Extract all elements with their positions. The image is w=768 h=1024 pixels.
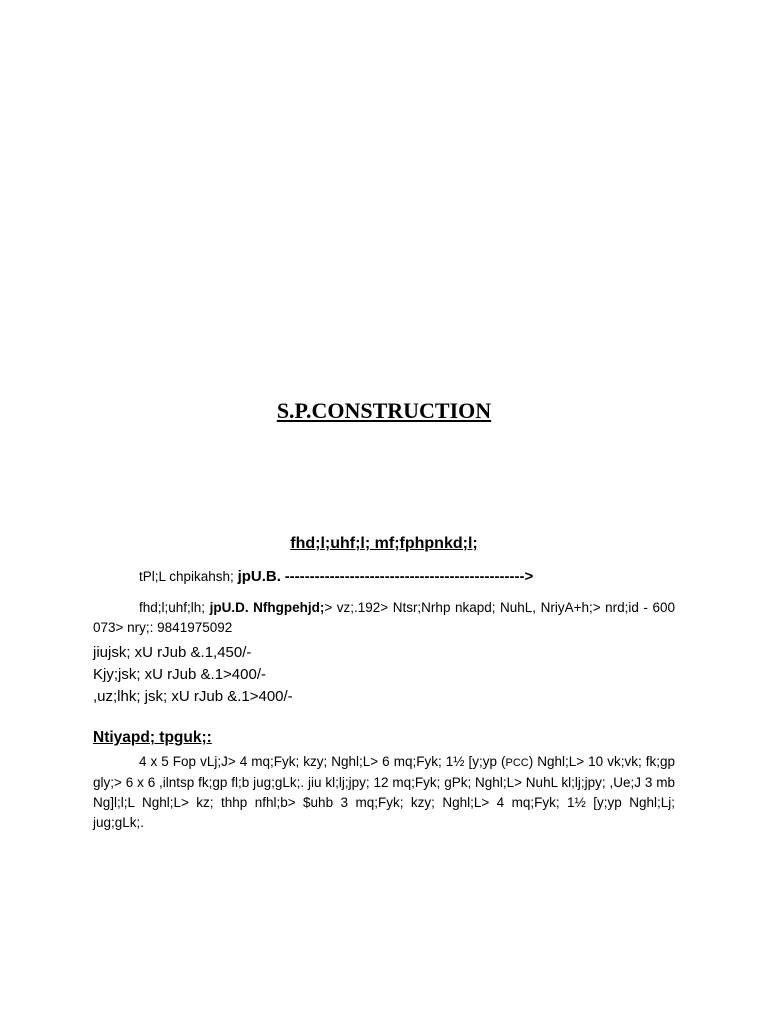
company-title: S.P.CONSTRUCTION bbox=[276, 398, 492, 423]
contractor-paragraph bbox=[93, 598, 675, 638]
contractor-address-2: nrd;id - 600 073> nry;: 9841975092 bbox=[93, 600, 675, 635]
work-details-heading: Ntiyapd; tpguk;: bbox=[93, 729, 212, 746]
contractor-address-1: > vz;.192> Ntsr;Nrhp nkapd; NuhL, NriyA+h;> bbox=[324, 600, 601, 615]
work-details-text-b: ) Nghl;L> 10 vk;vk; fk;gp gly;> 6 x 6 ,ilntsp fk;gp fl;b jug;gLk;. jiu kl;lj;jpy; 12 mq;Fyk; gPk; Nghl;L> NuhL kl;lj;jpy; ,Ue;J 3 mb Ng]l;l;L Nghl;L> kz; thhp nfhl;b> $uhb 3 mq;Fyk; kzy; Nghl;L> 4 mq;Fyk; 1½ [y;yp Nghl;Lj; jug;gLk;. bbox=[93, 754, 675, 830]
recipient-dashes: ------------------------------------------------> bbox=[284, 568, 534, 585]
rate-second-floor: ,uz;lhk; jsk; xU rJub &.1>400/- bbox=[93, 688, 293, 705]
rate-ground-floor: jiujsk; xU rJub &.1,450/- bbox=[93, 644, 252, 661]
agreement-title: fhd;l;uhf;l; mf;fphpnkd;l; bbox=[290, 535, 478, 552]
recipient-prefix: tPl;L chpikahsh; bbox=[139, 569, 234, 584]
work-details-paragraph bbox=[93, 752, 675, 833]
recipient-line bbox=[139, 568, 533, 585]
contractor-prefix: fhd;l;uhf;lh; bbox=[139, 600, 206, 615]
work-details-text-a: 4 x 5 Fop vLj;J> 4 mq;Fyk; kzy; Nghl;L> 6 mq;Fyk; 1½ [y;yp ( bbox=[139, 754, 506, 769]
recipient-name: jpU.B. bbox=[237, 568, 281, 585]
contractor-name: jpU.D. Nfhgpehjd; bbox=[209, 600, 325, 615]
pcc-abbrev: PCC bbox=[505, 757, 529, 769]
rate-first-floor: Kjy;jsk; xU rJub &.1>400/- bbox=[93, 666, 266, 683]
